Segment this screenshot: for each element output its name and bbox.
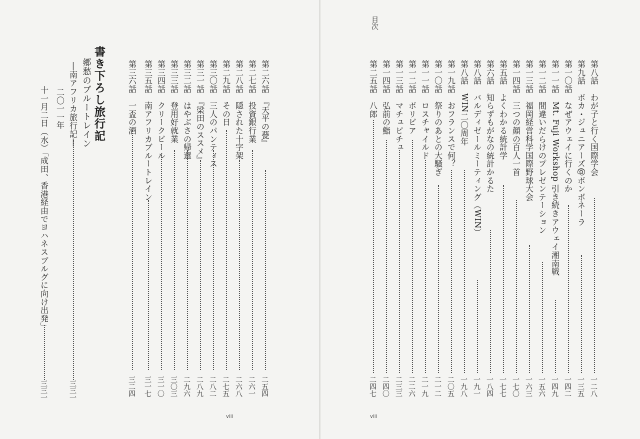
- leader-dots: [555, 300, 556, 373]
- entry-page: 二六八: [235, 376, 243, 397]
- leader-dots: [503, 185, 504, 373]
- toc-entry: [235, 60, 243, 160]
- entry-title: マチュピチュ: [395, 101, 404, 152]
- leader-dots: [73, 140, 74, 380]
- leader-dots: [412, 140, 413, 373]
- entry-label: 第一〇話: [434, 60, 443, 94]
- entry-page: 二九六: [183, 376, 191, 397]
- entry-title: 『梁田のススメ』: [196, 101, 205, 164]
- entry-title: わが子と行く国際学会: [590, 93, 599, 177]
- toc-entry: [538, 60, 546, 234]
- entry-title: はやぶさの帰還: [183, 101, 192, 160]
- entry-label: 第一二話: [538, 60, 547, 94]
- entry-title: その日: [222, 101, 231, 127]
- entry-page: 一六三: [525, 376, 533, 397]
- entry-label: 第一四話: [382, 60, 391, 94]
- toc-entry: [196, 60, 204, 164]
- leader-dots: [148, 200, 149, 370]
- entry-page: 一八四: [486, 376, 494, 397]
- entry-page: 二七五: [222, 376, 230, 397]
- entry-title: ロスチャイルド: [421, 101, 430, 160]
- leader-dots: [161, 155, 162, 370]
- entry-title: 三人のパンティス: [209, 101, 218, 168]
- entry-page: 一七七: [499, 376, 507, 397]
- entry-page: 二六一: [248, 376, 256, 397]
- entry-label: 第九話: [577, 60, 586, 85]
- date-entry-title: 「成田、香港経由でヨハネスブルグに向け出発」: [40, 152, 49, 332]
- entry-label: 第一三話: [525, 60, 534, 94]
- toc-entry: [460, 60, 468, 146]
- entry-page: 三一〇: [157, 376, 165, 397]
- entry-label: 第八話: [590, 60, 599, 85]
- entry-title: Mt. Fuji Workshop 引き続きアウェイ湘南戦: [551, 101, 560, 276]
- leader-dots: [213, 150, 214, 370]
- entry-page: 一五六: [538, 376, 546, 397]
- section-subtitle-2: ―南アフリカ旅行記―: [69, 62, 78, 147]
- entry-title: 隠された十字架: [235, 101, 244, 160]
- entry-title: 『天平の甍』: [261, 101, 270, 148]
- entry-page: 二四〇: [382, 376, 390, 397]
- leader-dots: [44, 325, 45, 380]
- entry-title: なぜアウェイに行くのか: [564, 101, 573, 193]
- entry-label: 第八話: [460, 60, 469, 85]
- leader-dots: [187, 150, 188, 370]
- leader-dots: [239, 160, 240, 370]
- entry-title: 知らずもがなの統計かるた: [486, 93, 495, 193]
- toc-entry: [434, 60, 442, 176]
- leader-dots: [516, 200, 517, 373]
- entry-title: 一盃の酒: [128, 101, 137, 135]
- entry-label: 第三〇話: [209, 60, 218, 94]
- toc-entry: [157, 60, 165, 160]
- entry-label: 第三一話: [196, 60, 205, 94]
- entry-label: 第一九話: [447, 60, 456, 94]
- page-heading: 目次: [371, 16, 379, 30]
- leader-dots: [373, 120, 374, 373]
- toc-entry: [261, 60, 269, 147]
- entry-label: 第五話: [499, 60, 508, 85]
- toc-entry: [499, 60, 507, 160]
- entry-page: 二五四: [261, 376, 269, 397]
- page-folio: viii: [370, 414, 378, 420]
- entry-title: バルディゼールミーティング（WIN）: [473, 93, 482, 238]
- entry-label: 第三六話: [128, 60, 137, 94]
- entry-title: よくわかる統計学: [499, 93, 508, 160]
- leader-dots: [477, 280, 478, 373]
- section-title: 書き下ろし旅行記: [93, 46, 106, 142]
- entry-title: 福岡経営科学国際野球大会: [525, 101, 534, 202]
- entry-label: 第六話: [486, 60, 495, 85]
- entry-title: おフランスで何？: [447, 101, 456, 168]
- leader-dots: [226, 130, 227, 370]
- entry-title: 南アフリカブルートレイン: [144, 101, 153, 202]
- page-folio: viii: [226, 414, 234, 420]
- toc-entry: [128, 60, 136, 135]
- entry-label: 第三二話: [183, 60, 192, 94]
- entry-page: 一九八: [460, 376, 468, 397]
- entry-page: 二一九: [421, 376, 429, 397]
- entry-page: 二二六: [408, 376, 416, 397]
- leader-dots: [529, 245, 530, 373]
- date-entry-date: 十一月二日（水）: [40, 86, 49, 153]
- toc-entry: [248, 60, 256, 143]
- entry-page: 一七〇: [512, 376, 520, 397]
- entry-page: 三〇三: [170, 376, 178, 397]
- entry-label: 第一一話: [421, 60, 430, 94]
- toc-entry: [408, 60, 416, 135]
- toc-entry: [369, 60, 377, 118]
- toc-entry: [447, 60, 455, 168]
- entry-title: 弘前の鮨: [382, 101, 391, 135]
- toc-entry: [590, 60, 598, 176]
- entry-page: 三二四: [128, 376, 136, 397]
- leader-dots: [265, 170, 266, 370]
- entry-page: 二〇五: [447, 376, 455, 397]
- toc-entry: [486, 60, 494, 193]
- toc-entry: [551, 60, 559, 276]
- entry-label: 第一三話: [395, 60, 404, 94]
- toc-entry: [473, 60, 481, 237]
- leader-dots: [386, 140, 387, 373]
- date-entry: [40, 86, 48, 331]
- toc-entry: [512, 60, 520, 176]
- leader-dots: [464, 170, 465, 373]
- toc-entry: [564, 60, 572, 193]
- entry-page: 二八二: [209, 376, 217, 397]
- leader-dots: [425, 160, 426, 373]
- right-page: [321, 0, 640, 439]
- entry-title: 間違いだらけのプレゼンテーション: [538, 101, 547, 235]
- toc-entry: [421, 60, 429, 160]
- toc-entry: [144, 60, 152, 201]
- entry-title: ボカ・ジュニアーズ@ボンボネーラ: [577, 93, 586, 227]
- entry-label: 第一二話: [408, 60, 417, 94]
- entry-page: 一四二: [564, 376, 572, 397]
- leader-dots: [174, 150, 175, 370]
- toc-entry: [395, 60, 403, 151]
- entry-page: 三一七: [144, 376, 152, 397]
- entry-title: クリークビール: [157, 101, 166, 160]
- entry-label: 第二九話: [222, 60, 231, 94]
- entry-page: 一二八: [590, 376, 598, 397]
- entry-label: 第一〇話: [564, 60, 573, 94]
- entry-title: 三つの顔の百人一首: [512, 101, 521, 177]
- toc-entry: [382, 60, 390, 135]
- leader-dots: [132, 130, 133, 370]
- leader-dots: [594, 198, 595, 373]
- entry-title: 八郎: [369, 101, 378, 119]
- section-subtitle: 郷愁のブルートレイン: [81, 58, 91, 148]
- entry-page: 二一二: [434, 376, 442, 397]
- leader-dots: [451, 170, 452, 373]
- toc-entry: [183, 60, 191, 160]
- toc-entry: [222, 60, 230, 126]
- entry-label: 第三三話: [170, 60, 179, 94]
- entry-title: ボリビア: [408, 101, 417, 135]
- entry-title: 投資銀行業: [248, 101, 257, 144]
- date-year: 二〇一一年: [56, 88, 65, 130]
- leader-dots: [581, 255, 582, 373]
- toc-entry: [577, 60, 585, 226]
- entry-label: 第三五話: [144, 60, 153, 94]
- left-page: [0, 0, 319, 439]
- leader-dots: [399, 150, 400, 373]
- entry-label: 第一一話: [551, 60, 560, 94]
- entry-page: 一四九: [551, 376, 559, 397]
- entry-title: 祭りのあとの大騒ぎ: [434, 101, 443, 177]
- leader-dots: [200, 160, 201, 370]
- entry-label: 第三四話: [157, 60, 166, 94]
- entry-label: 第八話: [473, 60, 482, 85]
- entry-title: 登用好就業: [170, 101, 179, 144]
- leader-dots: [542, 262, 543, 373]
- entry-page: 二八九: [196, 376, 204, 397]
- entry-label: 第二五話: [369, 60, 378, 94]
- entry-page: 二三三: [395, 376, 403, 397]
- toc-entry: [170, 60, 178, 143]
- leader-dots: [490, 230, 491, 373]
- leader-dots: [252, 150, 253, 370]
- entry-label: 第一四話: [512, 60, 521, 94]
- entry-title: WIN二〇周年: [460, 93, 469, 146]
- section-page: 三三一: [40, 380, 48, 401]
- leader-dots: [568, 205, 569, 373]
- entry-page: 二四七: [369, 376, 377, 397]
- section-page: 三三一: [69, 380, 77, 401]
- entry-label: 第二六話: [261, 60, 270, 94]
- entry-label: 第二七話: [248, 60, 257, 94]
- toc-entry: [525, 60, 533, 201]
- entry-page: 一九一: [473, 376, 481, 397]
- leader-dots: [438, 185, 439, 373]
- entry-page: 一三五: [577, 376, 585, 397]
- entry-label: 第二八話: [235, 60, 244, 94]
